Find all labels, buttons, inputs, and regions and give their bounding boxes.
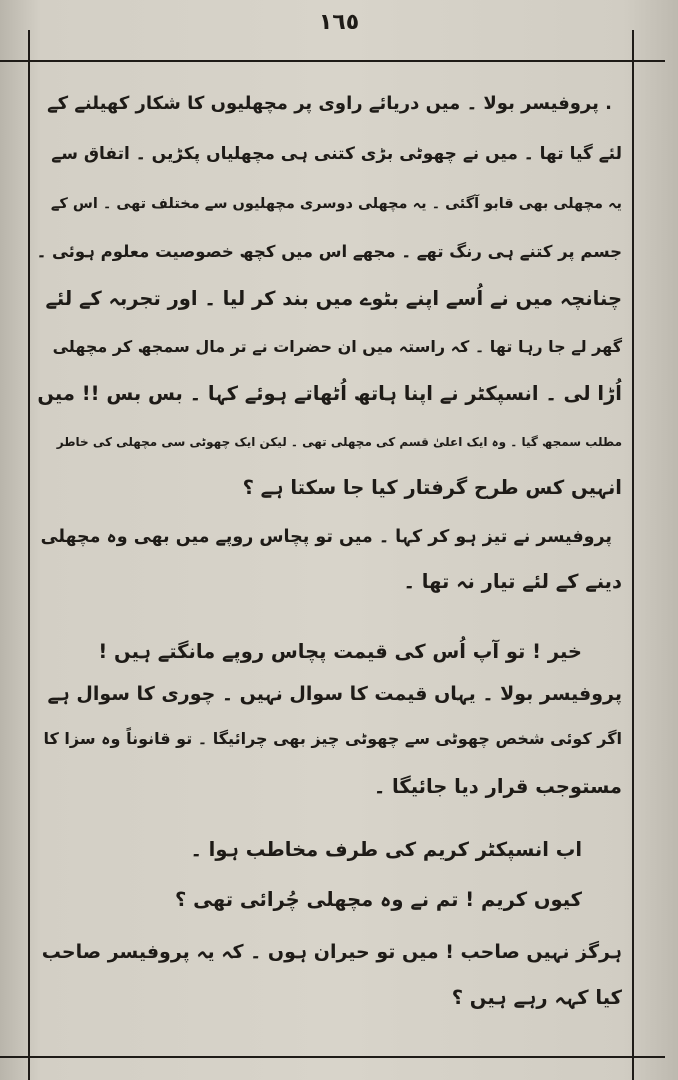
text-line: چنانچہ میں نے اُسے اپنے بٹوے میں بند کر لیا ۔ اور تجربہ کے لئے <box>45 287 622 310</box>
text-line: مستوجب قرار دیا جائیگا ۔ <box>373 775 622 798</box>
bottom-rule <box>0 1056 665 1058</box>
left-rule <box>28 30 30 1080</box>
text-line: جسم پر کتنے ہی رنگ تھے ۔ مجھے اس میں کچھ خصوصیت معلوم ہوئی ۔ <box>36 242 622 261</box>
text-line: پروفیسر نے تیز ہو کر کہا ۔ میں تو پچاس روپے میں بھی وہ مچھلی <box>40 527 612 547</box>
text-line: خیر ! تو آپ اُس کی قیمت پچاس روپے مانگتے ہیں ! <box>98 640 582 663</box>
top-rule <box>0 60 665 62</box>
text-line: انہیں کس طرح گرفتار کیا جا سکتا ہے ؟ <box>242 476 622 499</box>
text-line: مطلب سمجھ گیا ۔ وہ ایک اعلیٰ قسم کی مچھلی تھی ۔ لیکن ایک چھوٹی سی مچھلی کی خاطر <box>56 435 622 449</box>
text-line: اُڑا لی ۔ انسپکٹر نے اپنا ہاتھ اُٹھاتے ہوئے کہا ۔ بس بس !! میں <box>37 382 622 405</box>
text-line: ہرگز نہیں صاحب ! میں تو حیران ہوں ۔ کہ یہ پروفیسر صاحب <box>41 941 622 963</box>
text-line: کیوں کریم ! تم نے وہ مچھلی چُرائی تھی ؟ <box>175 888 582 911</box>
text-line: . پروفیسر بولا ۔ میں دریائے راوی پر مچھلیوں کا شکار کھیلنے کے <box>47 93 612 114</box>
page-number: ١٦٥ <box>318 10 360 35</box>
text-line: لئے گیا تھا ۔ میں نے چھوٹی بڑی کتنی ہی مچھلیاں پکڑیں ۔ اتفاق سے <box>51 144 622 164</box>
text-line: پروفیسر بولا ۔ یہاں قیمت کا سوال نہیں ۔ چوری کا سوال ہے <box>47 683 622 705</box>
text-line: کیا کہہ رہے ہیں ؟ <box>451 986 622 1009</box>
text-line: گھر لے جا رہا تھا ۔ کہ راستہ میں ان حضرات نے تر مال سمجھ کر مچھلی <box>52 337 622 356</box>
right-rule <box>632 30 634 1080</box>
body-text <box>36 92 622 1050</box>
text-line: اگر کوئی شخص چھوٹی سے چھوٹی چیز بھی چرائیگا ۔ تو قانوناً وہ سزا کا <box>43 729 622 748</box>
text-line: اب انسپکٹر کریم کی طرف مخاطب ہوا ۔ <box>190 838 582 861</box>
text-line: یہ مچھلی بھی قابو آگئی ۔ یہ مچھلی دوسری مچھلیوں سے مختلف تھی ۔ اس کے <box>50 196 622 212</box>
text-line: دینے کے لئے تیار نہ تھا ۔ <box>403 570 622 593</box>
